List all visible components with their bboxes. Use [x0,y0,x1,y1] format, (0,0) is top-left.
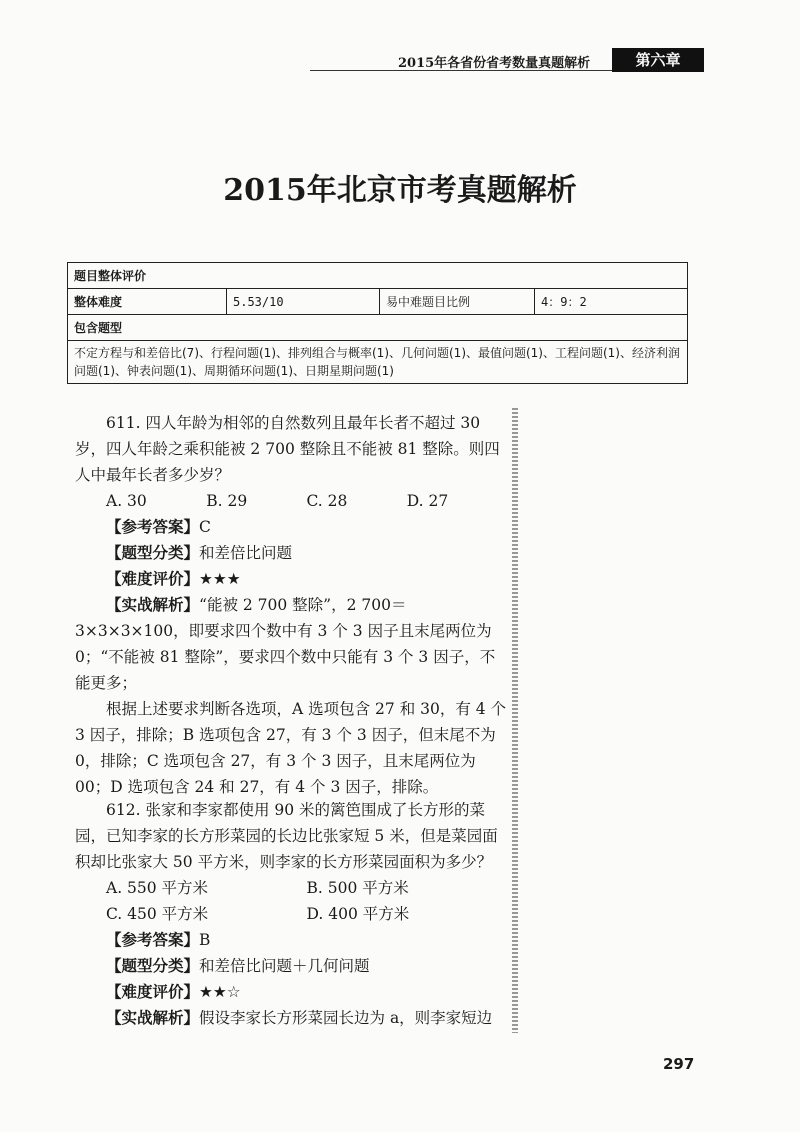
type: 和差倍比问题＋几何问题 [199,957,370,975]
table-heading: 题目整体评价 [68,263,688,289]
answer: B [199,931,211,949]
question-stem: 611. 四人年龄为相邻的自然数列且最年长者不超过 30 岁，四人年龄之乘积能被 2 700 整除且不能被 81 整除。则四人中最年长者多少岁？ [75,414,500,484]
option-b: B. 500 平方米 [306,879,409,897]
option-b: B. 29 [206,492,248,510]
difficulty-label: 【难度评价】 [106,982,200,1001]
page-title: 2015年北京市考真题解析 [223,173,577,208]
options [75,875,507,927]
difficulty-label: 整体难度 [68,289,227,315]
column-divider [512,408,518,1033]
chapter-badge: 第六章 [612,48,704,72]
analysis-label: 【实战解析】 [106,1008,200,1027]
option-a: A. 550 平方米 [106,879,209,897]
answer-label: 【参考答案】 [106,517,200,536]
analysis-text: 假设李家长方形菜园长边为 a，则李家短边 [199,1009,493,1027]
page-number: 297 [663,1055,695,1073]
type-label: 【题型分类】 [106,956,200,975]
question-611 [75,410,507,800]
difficulty-label: 【难度评价】 [106,569,200,588]
answer: C [199,518,211,536]
ratio-label: 易中难题目比例 [380,289,535,315]
analysis-label: 【实战解析】 [106,595,200,614]
types-label: 包含题型 [68,315,688,341]
question-stem: 612. 张家和李家都使用 90 米的篱笆围成了长方形的菜园，已知李家的长方形菜园的长边比张家短 5 米，但是菜园面积却比张家大 50 平方米，则李家的长方形菜园面积为多少？ [75,801,498,871]
difficulty-stars: ★★☆ [199,983,241,1001]
option-c: C. 450 平方米 [106,905,209,923]
difficulty-value: 5.53/10 [227,289,380,315]
analysis-text: “能被 2 700 整除”，2 700＝3×3×3×100，即要求四个数中有 3 个 3 因子且末尾两位为 0；“不能被 81 整除”，要求四个数中只能有 3 个 3 因子，不能更多； [75,596,496,692]
type-label: 【题型分类】 [106,543,200,562]
options [75,488,507,514]
option-d: D. 27 [406,492,449,510]
types-value: 不定方程与和差倍比(7)、行程问题(1)、排列组合与概率(1)、几何问题(1)、最值问题(1)、工程问题(1)、经济利润问题(1)、钟表问题(1)、周期循环问题(1)、日期星期问题(1) [68,341,688,384]
analysis-text: 根据上述要求判断各选项，A 选项包含 27 和 30，有 4 个 3 因子，排除；B 选项包含 27，有 3 个 3 因子，但末尾不为 0，排除；C 选项包含 27，有 3 个 3 因子，且末尾两位为 00；D 选项包含 24 和 27，有 4 个 3 因子，排除。 [75,700,507,796]
answer-label: 【参考答案】 [106,930,200,949]
option-d: D. 400 平方米 [306,905,410,923]
ratio-value: 4：9：2 [535,289,688,315]
summary-table [67,262,688,384]
option-c: C. 28 [306,492,348,510]
option-a: A. 30 [106,492,147,510]
running-title: 2015年各省份省考数量真题解析 [398,56,591,71]
difficulty-stars: ★★★ [199,570,241,588]
question-612 [75,797,507,1031]
type: 和差倍比问题 [199,544,293,562]
